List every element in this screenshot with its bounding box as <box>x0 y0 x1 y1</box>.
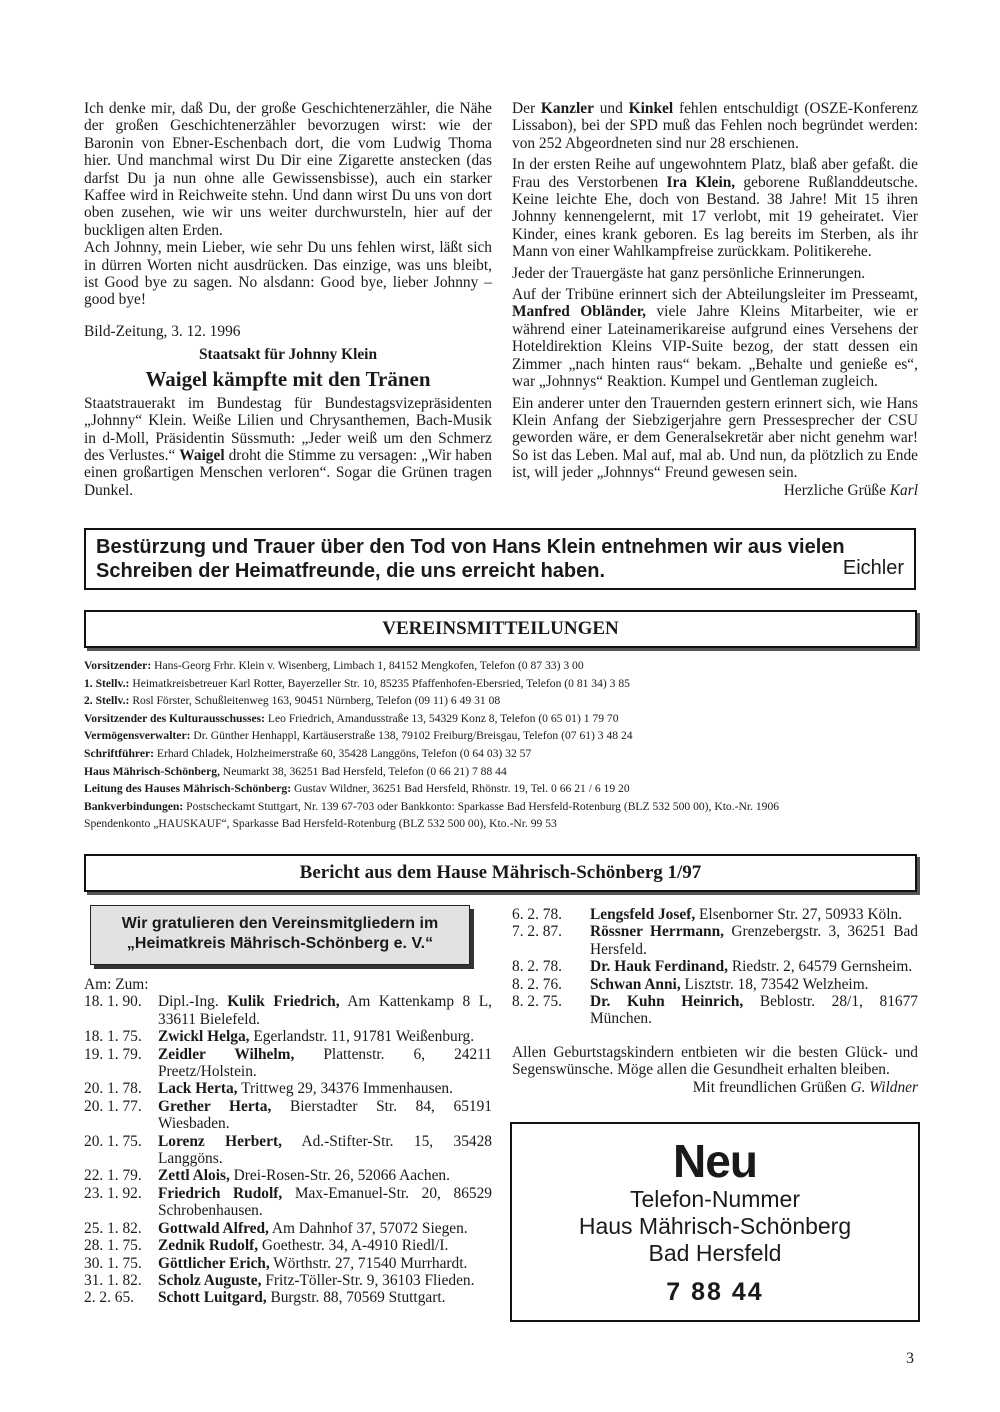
list-item: 8. 2. 78. Dr. Hauk Ferdinand, Riedstr. 2, 64579 Gernsheim. <box>512 958 913 976</box>
list-item: 18. 1. 75. Zwickl Helga, Egerlandstr. 11, 91781 Weißenburg. <box>84 1028 475 1046</box>
ad-line: Bad Hersfeld <box>648 1240 782 1266</box>
officials-row: 2. Stellv.: Rosl Förster, Schußleitenweg 163, 90451 Nürnberg, Telefon (09 11) 6 49 31 08 <box>84 694 501 708</box>
list-item: 6. 2. 78. Lengsfeld Josef, Elsenborner Str. 27, 50933 Köln. <box>512 906 903 923</box>
am-zum-header: Am: Zum: <box>84 976 149 993</box>
list-item: 25. 1. 82. Gottwald Alfred, Am Dahnhof 37, 57072 Siegen. <box>84 1219 468 1237</box>
notice-line-2: Schreiben der Heimatfreunde, die uns erreicht haben. <box>96 560 606 582</box>
officials-row: Schriftführer: Erhard Chladek, Holzheimerstraße 60, 35428 Langgöns, Telefon (0 64 03) 32 57 <box>84 746 532 760</box>
article-closing: Herzliche Grüße Karl <box>783 481 918 499</box>
officials-row: 1. Stellv.: Heimatkreisbetreuer Karl Rotter, Bayerzeller Str. 10, 85235 Pfaffenhofen-Ebersried, Telefon (0 81 34) 3 85 <box>84 676 630 690</box>
ad-line: Haus Mährisch-Schönberg <box>578 1213 852 1239</box>
birthday-list-left <box>84 976 492 1307</box>
notice-signature: Eichler <box>842 557 904 579</box>
list-item: 20. 1. 78. Lack Herta, Trittweg 29, 34376 Immenhausen. <box>84 1080 453 1098</box>
list-item: 23. 1. 92. Friedrich Rudolf, Max-Emanuel-Str. 20, 86529 Schrobenhausen. <box>84 1184 492 1220</box>
officials-row: Haus Mährisch-Schönberg, Neumarkt 38, 36251 Bad Hersfeld, Telefon (0 66 21) 7 88 44 <box>84 764 507 778</box>
officials-row: Vorsitzender des Kulturausschusses: Leo Friedrich, Amandusstraße 13, 54329 Konz 8, Telefon (0 65 01) 1 79 70 <box>84 711 619 725</box>
officials-row: Leitung des Hauses Mährisch-Schönberg: Gustav Wildner, 36251 Bad Hersfeld, Rhönstr. 19, Tel. 0 66 21 / 6 19 20 <box>84 782 630 796</box>
article-source: Bild-Zeitung, 3. 12. 1996 <box>84 322 241 340</box>
list-item: 19. 1. 79. Zeidler Wilhelm, Plattenstr. 6, 24211 Preetz/Holstein. <box>84 1045 492 1081</box>
letter-paragraph: Ach Johnny, mein Lieber, wie sehr Du uns fehlen wirst, läßt sich in dürren Worten nicht ausdrücken. Das einzige, was uns bleibt, ist Good bye zu sagen. No alsdann: Good bye, lieber Johnny – good bye! <box>84 239 492 309</box>
vereinsmitteilungen-title: VEREINSMITTEILUNGEN <box>84 610 917 648</box>
list-item: 20. 1. 77. Grether Herta, Bierstadter Str. 84, 65191 Wiesbaden. <box>84 1097 492 1133</box>
list-item: 7. 2. 87. Rössner Herrmann, Grenzebergstr. 3, 36251 Bad Hersfeld. <box>512 923 919 958</box>
list-item: 31. 1. 82. Scholz Auguste, Fritz-Töller-Str. 9, 36103 Flieden. <box>84 1271 475 1289</box>
list-item: 8. 2. 75. Dr. Kuhn Heinrich, Beblostr. 28/1, 81677 München. <box>512 993 918 1028</box>
birthday-list-right <box>512 906 918 1028</box>
right-column <box>512 100 918 503</box>
congratulations-box <box>90 905 470 965</box>
ad-headline: Neu <box>673 1135 757 1187</box>
mourning-notice <box>84 528 916 590</box>
article-paragraph: Der Kanzler und Kinkel fehlen entschuldigt (OSZE-Konferenz Lissabon), bei der SPD muß das Fehlen noch begründet werden: von 252 Abgeordneten sind nur 28 erschienen. <box>512 100 918 152</box>
list-item: 22. 1. 79. Zettl Alois, Drei-Rosen-Str. 26, 52066 Aachen. <box>84 1167 450 1185</box>
left-column <box>84 100 492 503</box>
congratulations-line-1: Wir gratulieren den Vereinsmitgliedern im <box>121 915 439 932</box>
birthday-closing <box>512 1044 918 1096</box>
list-item: 20. 1. 75. Lorenz Herbert, Ad.-Stifter-Str. 15, 35428 Langgöns. <box>84 1132 492 1168</box>
ad-line: Telefon-Nummer <box>630 1186 800 1212</box>
article-kicker: Staatsakt für Johnny Klein <box>198 346 378 364</box>
article-paragraph: Auf der Tribüne erinnert sich der Abteilungsleiter im Presseamt, Manfred Obländer, viele Jahre Kleins Mitarbeiter, wie er während einer Lateinamerikareise aufgrund eines Versehens der Hoteldirektion Kleins VIP-Suite bezog, der statt dessen ein Zimmer „nach hinten raus“ bekam. „Behalte und genieße es“, war „Johnnys“ Reaktion. Kumpel und Gentleman zugleich. <box>512 286 918 391</box>
list-item: 28. 1. 75. Zednik Rudolf, Goethestr. 34, A-4910 Riedl/I. <box>84 1237 449 1255</box>
officials-row: Spendenkonto „HAUSKAUF“, Sparkasse Bad Hersfeld-Rotenburg (BLZ 532 500 00), Kto.-Nr. 99 53 <box>84 817 557 831</box>
officials-row: Vermögensverwalter: Dr. Günther Henhappl, Kartäuserstraße 138, 79102 Freiburg/Breisgau, Telefon (07 61) 3 48 24 <box>84 729 633 743</box>
article-paragraph: Ein anderer unter den Trauernden gestern erinnert sich, wie Hans Klein Anfang der Siebzigerjahre gern Pressesprecher der CSU geworden wäre, er dem Generalsekretär aber nicht genehm war! So ist das Leben. Mal auf, mal ab. Und nun, da plötzlich zu Ende ist, will jeder „Johnnys“ Freund gewesen sein. <box>512 394 918 482</box>
officials-list <box>84 657 924 833</box>
notice-line-1: Bestürzung und Trauer über den Tod von Hans Klein entnehmen wir aus vielen <box>96 536 845 558</box>
list-item: 18. 1. 90. Dipl.-Ing. Kulik Friedrich, Am Kattenkamp 8 L, 33611 Bielefeld. <box>84 993 492 1028</box>
list-item: 30. 1. 75. Göttlicher Erich, Wörthstr. 27, 71540 Murrhardt. <box>84 1254 468 1272</box>
bericht-title: Bericht aus dem Hause Mährisch-Schönberg 1/97 <box>84 854 917 892</box>
article-paragraph: Jeder der Trauergäste hat ganz persönliche Erinnerungen. <box>512 264 866 282</box>
article-paragraph: In der ersten Reihe auf ungewohntem Platz, blaß aber gefaßt. die Frau des Verstorbenen Ira Klein, geborene Rußlanddeutsche. Keine leichte Ehe, doch von Bestand. 38 Jahre! Mit 15 ihren Johnny kennengelernt, mit 17 verlobt, mit 19 geheiratet. Vier Kinder, eines krank geboren. Es lag bereits im Sterben, als ihr Mann von einer Wahlkampfreise zurückkam. Politikerehe. <box>512 156 918 261</box>
page-number: 3 <box>906 1350 914 1367</box>
congratulations-line-2: „Heimatkreis Mährisch-Schönberg e. V.“ <box>126 935 434 952</box>
ad-phone-number: 7 88 44 <box>666 1278 764 1306</box>
phone-number-announcement <box>510 1122 920 1322</box>
closing-greeting: Mit freundlichen Grüßen G. Wildner <box>692 1078 918 1096</box>
letter-paragraph: Ich denke mir, daß Du, der große Geschichtenerzähler, die Nähe der großen Geschichtenerzähler bevorzugen wirst: wie der Baronin von Ebner-Eschenbach dort, die vom Ludwig Thoma hier. Und manchmal wirst Du Dir eine Zigarette anstecken (das darfst Du ja nun ohne alle Gewissensbisse), auch ein starker Kaffee wird in Reichweite stehn. Und dann wirst Du uns von dort oben zusehen, wie wir uns weiter durchwursteln, hier auf der buckligen alten Erden. <box>84 100 492 239</box>
article-headline: Waigel kämpfte mit den Tränen <box>145 366 431 391</box>
officials-row: Bankverbindungen: Postscheckamt Stuttgart, Nr. 139 67-703 oder Bankkonto: Sparkasse Bad Hersfeld-Rotenburg (BLZ 532 500 00), Kto.-Nr. 1906 <box>84 799 780 813</box>
list-item: 2. 2. 65. Schott Luitgard, Burgstr. 88, 70569 Stuttgart. <box>84 1289 446 1307</box>
officials-row: Vorsitzender: Hans-Georg Frhr. Klein v. Wisenberg, Limbach 1, 84152 Mengkofen, Telefon (0 87 33) 3 00 <box>84 659 584 672</box>
list-item: 8. 2. 76. Schwan Anni, Lisztstr. 18, 73542 Welzheim. <box>512 975 869 993</box>
article-body: Staatstrauerakt im Bundestag für Bundestagsvizepräsidenten „Johnny“ Klein. Weiße Lilien und Chrysanthemen, Bach-Musik in d-Moll, Präsidentin Süssmuth: „Jeder weiß um den Schmerz des Verlustes.“ Waigel droht die Stimme zu versagen: „Wir haben einen großartigen Menschen verloren“. Sogar die Grünen tragen Dunkel. <box>84 394 492 499</box>
closing-paragraph: Allen Geburtstagskindern entbieten wir die besten Glück- und Segenswünsche. Möge allen die Gesundheit erhalten bleiben. <box>512 1044 918 1079</box>
